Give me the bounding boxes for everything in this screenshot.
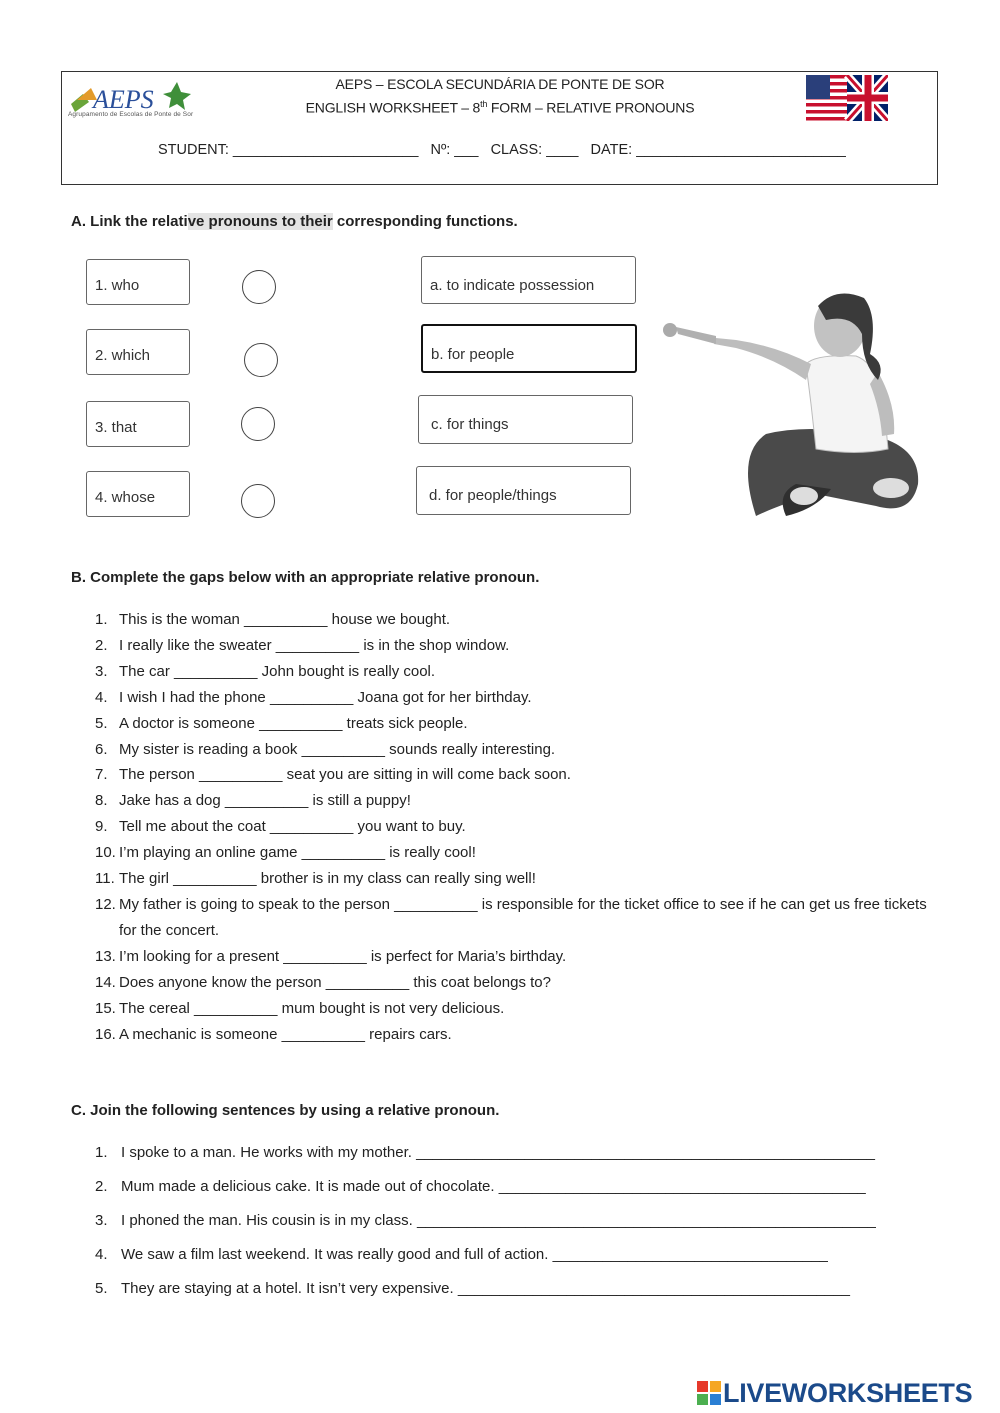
item-text: The girl __________ brother is in my class can really sing well! [119,870,536,888]
pronoun-box-who: 1. who [86,259,190,305]
section-a-title-highlight: ve pronouns to their [187,213,333,230]
item-text: Mum made a delicious cake. It is made out of chocolate. ____________________________________________ [121,1178,866,1195]
list-item [95,892,945,944]
item-number: 3. [95,1212,108,1229]
item-number: 5. [95,714,108,732]
item-number: 2. [95,636,108,654]
link-circle-1[interactable] [242,270,276,304]
list-item [95,659,945,685]
item-text: I’m playing an online game __________ is really cool! [119,844,476,862]
section-c-list [95,1144,945,1314]
list-item [95,1144,945,1178]
list-item [95,866,945,892]
item-number: 3. [95,662,108,680]
item-number: 13. [95,947,116,965]
function-box-people: b. for people [421,324,637,373]
student-info-line: STUDENT: _______________________ Nº: ___ CLASS: ____ DATE: __________________________ [158,142,846,158]
item-number: 10. [95,844,116,862]
pronoun-box-whose: 4. whose [86,471,190,517]
section-b-list [95,607,945,1047]
list-item [95,814,945,840]
list-item [95,1178,945,1212]
section-a-title-pre: A. Link the relati [71,213,188,230]
item-number: 9. [95,818,108,836]
link-circle-3[interactable] [241,407,275,441]
logo-subtitle: Agrupamento de Escolas de Ponte de Sor [68,111,194,118]
item-text: Jake has a dog __________ is still a puppy! [119,792,411,810]
worksheet-title-sup: th [480,99,488,109]
item-number: 1. [95,611,108,628]
item-text: I really like the sweater __________ is in the shop window. [119,636,510,654]
school-name: AEPS – ESCOLA SECUNDÁRIA DE PONTE DE SOR [335,76,665,92]
section-a-title [71,213,518,230]
item-text: The person __________ seat you are sitting in will come back soon. [119,766,571,784]
item-text: They are staying at a hotel. It isn’t very expensive. _______________________________________________ [121,1280,850,1297]
item-text: My sister is reading a book __________ sounds really interesting. [119,740,556,758]
brand-text: LIVEWORKSHEETS [723,1377,973,1408]
list-item [95,737,945,763]
uk-flag-half [847,75,888,121]
list-item [95,1246,945,1280]
logo-text: AEPS [93,85,154,114]
link-circle-2[interactable] [244,343,278,377]
item-number: 4. [95,1246,108,1263]
worksheet-title-prefix: ENGLISH WORKSHEET – 8 [305,99,481,116]
item-number: 8. [95,792,108,810]
list-item [95,762,945,788]
item-text: Tell me about the coat __________ you want to buy. [119,818,466,836]
item-text: We saw a film last weekend. It was really good and full of action. _________________________________ [121,1246,828,1263]
list-item [95,970,945,996]
pronoun-box-which: 2. which [86,329,190,375]
item-text: The car __________ John bought is really cool. [119,662,436,680]
link-circle-4[interactable] [241,484,275,518]
item-number: 12. [95,895,116,913]
item-number: 2. [95,1178,108,1195]
worksheet-title-suffix: FORM – RELATIVE PRONOUNS [487,99,695,116]
list-item [95,840,945,866]
pointing-girl-image [656,284,924,516]
list-item [95,1280,945,1314]
item-text: A mechanic is someone __________ repairs cars. [119,1025,452,1043]
function-box-things: c. for things [418,395,633,444]
item-number: 7. [95,766,108,784]
list-item [95,1212,945,1246]
item-text: Does anyone know the person __________ this coat belongs to? [119,973,551,991]
item-number: 11. [95,870,115,888]
item-text: A doctor is someone __________ treats sick people. [119,714,468,732]
item-number: 6. [95,740,108,758]
function-box-possession: a. to indicate possession [421,256,636,304]
item-text: My father is going to speak to the person __________ is responsible for the ticket office to see if he can get us free tickets for the concert. [119,895,927,939]
item-number: 15. [95,999,116,1017]
item-text: The cereal __________ mum bought is not very delicious. [119,999,505,1017]
list-item [95,633,945,659]
item-number: 16. [95,1025,116,1043]
item-text: This is the woman __________ house we bought. [119,611,451,628]
item-text: I spoke to a man. He works with my mother. _______________________________________________________ [121,1144,875,1161]
item-number: 5. [95,1280,108,1297]
list-item [95,944,945,970]
section-a-title-post: corresponding functions. [332,213,518,230]
item-text: I wish I had the phone __________ Joana got for her birthday. [119,688,532,706]
function-box-people-things: d. for people/things [416,466,631,515]
list-item [95,711,945,737]
item-number: 4. [95,688,108,706]
pronoun-box-that: 3. that [86,401,190,447]
us-flag-half [806,75,847,121]
list-item [95,1022,945,1048]
list-item [95,788,945,814]
list-item [95,607,945,633]
liveworksheets-brand[interactable] [697,1377,972,1409]
item-number: 1. [95,1144,108,1161]
section-b-title: B. Complete the gaps below with an appropriate relative pronoun. [71,569,540,586]
section-c-title: C. Join the following sentences by using a relative pronoun. [71,1102,500,1119]
item-number: 14. [95,973,116,991]
list-item [95,685,945,711]
us-uk-flag-image [806,75,888,121]
item-text: I phoned the man. His cousin is in my class. _______________________________________________________ [121,1212,876,1229]
list-item [95,996,945,1022]
item-text: I’m looking for a present __________ is perfect for Maria’s birthday. [119,947,567,965]
liveworksheets-logo-icon [697,1381,721,1405]
